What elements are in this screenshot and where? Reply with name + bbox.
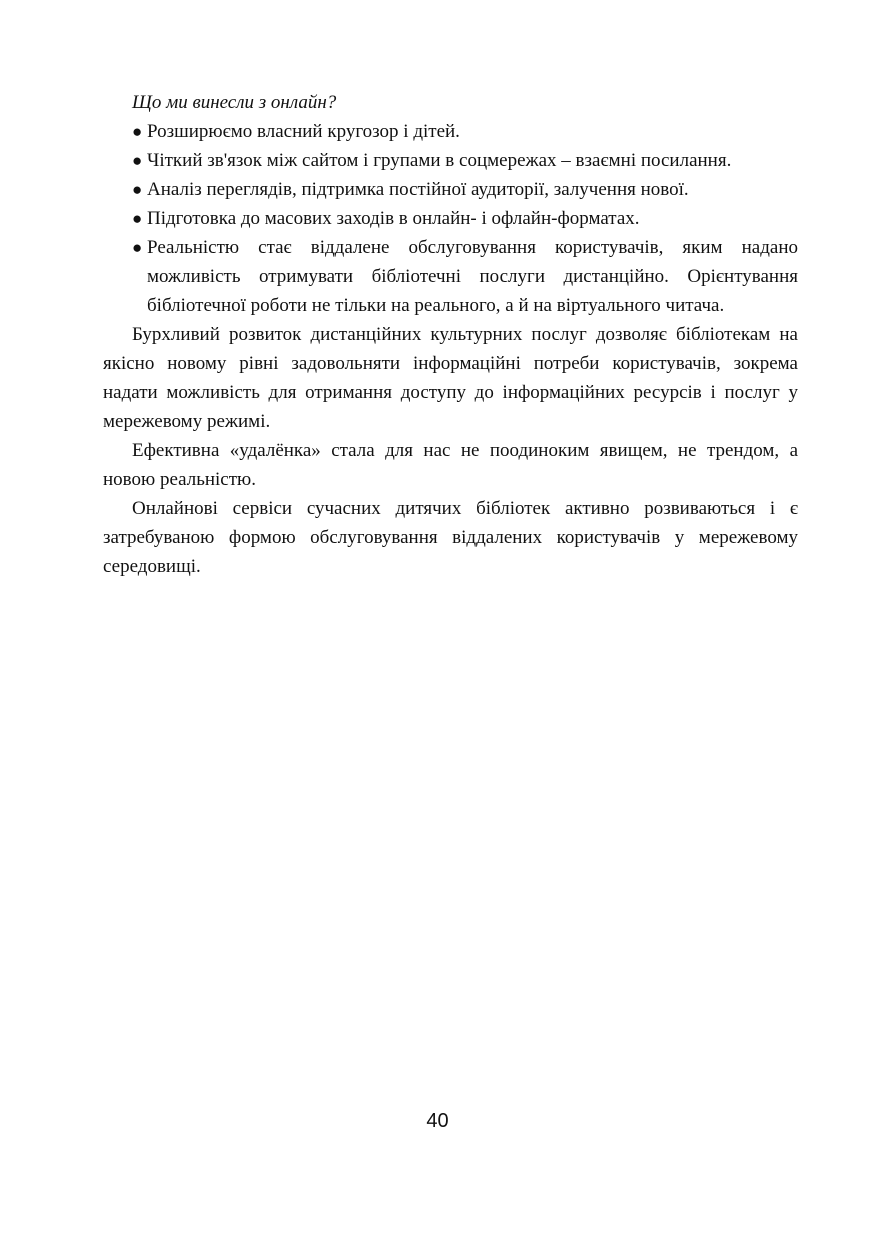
paragraph: Ефективна «удалёнка» стала для нас не поодиноким явищем, не трендом, а новою реальністю. — [103, 440, 798, 490]
bullet-text: Чіткий зв'язок між сайтом і групами в соцмережах – взаємні посилання. — [147, 150, 732, 171]
bullet-icon: ● — [132, 238, 143, 257]
bullet-item — [103, 117, 798, 146]
bullet-text: Підготовка до масових заходів в онлайн- і офлайн-форматах. — [147, 208, 640, 229]
paragraph: Онлайнові сервіси сучасних дитячих бібліотек активно розвиваються і є затребуваною формою обслуговування віддалених користувачів у мережевому середовищі. — [103, 498, 798, 577]
page-number: 40 — [426, 1110, 449, 1132]
page-body — [103, 88, 798, 581]
bullet-icon: ● — [132, 209, 143, 228]
bullet-text: Розширюємо власний кругозор і дітей. — [147, 121, 460, 142]
bullet-item — [103, 146, 798, 175]
section-subtitle: Що ми винесли з онлайн? — [132, 92, 337, 113]
bullet-item — [103, 204, 798, 233]
bullet-text: Реальністю стає віддалене обслуговування користувачів, яким надано можливість отримувати бібліотечні послуги дистанційно. Орієнтування бібліотечної роботи не тільки на реального, а й на віртуального читача. — [147, 237, 798, 316]
bullet-text: Аналіз переглядів, підтримка постійної аудиторії, залучення нової. — [147, 179, 689, 200]
bullet-item — [103, 175, 798, 204]
bullet-list — [103, 117, 798, 320]
paragraph: Бурхливий розвиток дистанційних культурних послуг дозволяє бібліотекам на якісно новому рівні задовольняти інформаційні потреби користувачів, зокрема надати можливість для отримання доступу до інформаційних ресурсів і послуг у мережевому режимі. — [103, 324, 798, 432]
bullet-icon: ● — [132, 122, 143, 141]
bullet-icon: ● — [132, 180, 143, 199]
bullet-item — [103, 233, 798, 320]
bullet-icon: ● — [132, 151, 143, 170]
